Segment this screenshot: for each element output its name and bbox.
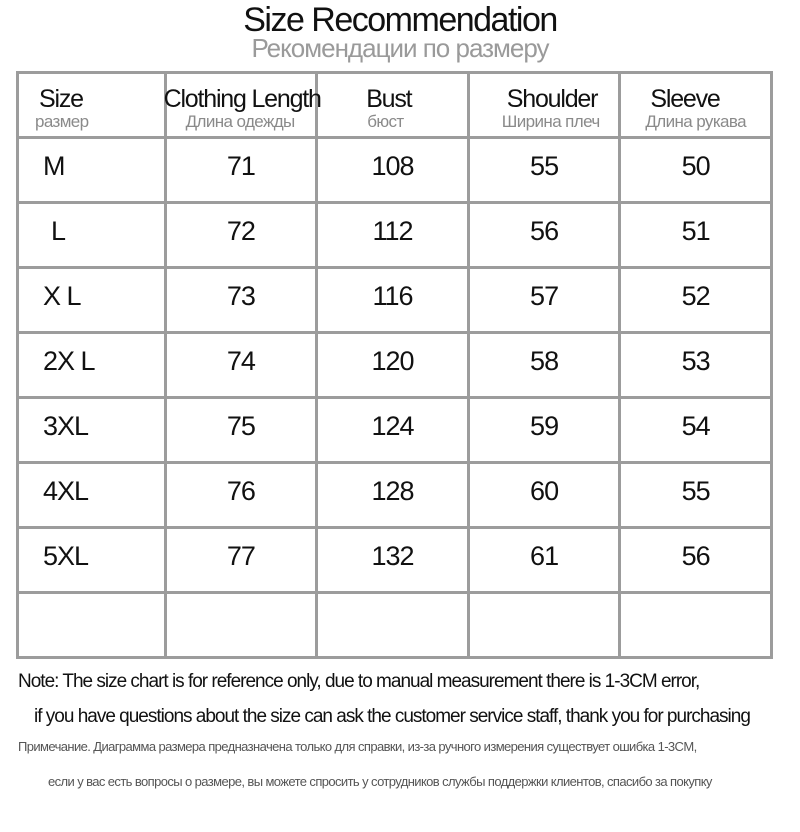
- size-cell: 4XL: [43, 476, 89, 506]
- size-cell: 5XL: [43, 541, 89, 571]
- header-label: Size: [39, 85, 83, 113]
- header-sublabel: Длина одежды: [185, 112, 295, 131]
- note-line-1: Note: The size chart is for reference only, due to manual measurement there is 1-3CM error,: [18, 671, 700, 692]
- header-label: Sleeve: [650, 85, 720, 113]
- sleeve-cell: 50: [681, 151, 710, 181]
- length-cell: 74: [226, 346, 255, 376]
- size-cell: M: [43, 151, 65, 181]
- shoulder-cell: 56: [530, 216, 559, 246]
- size-table: [16, 71, 773, 659]
- header-cell-size: [16, 71, 167, 139]
- size-cell: L: [51, 216, 66, 246]
- bust-cell: 124: [371, 411, 414, 441]
- table-row: [16, 334, 773, 399]
- header-cell-sleeve: [621, 71, 773, 139]
- table-row: [16, 529, 773, 594]
- sleeve-cell: 54: [681, 411, 710, 441]
- shoulder-cell: 60: [530, 476, 559, 506]
- length-cell: 72: [226, 216, 255, 246]
- header-sublabel: Ширина плеч: [501, 112, 600, 131]
- size-cell: 3XL: [43, 411, 89, 441]
- shoulder-cell: [470, 594, 619, 606]
- header-label: Clothing Length: [163, 85, 321, 113]
- length-cell: 73: [226, 281, 255, 311]
- sleeve-cell: 55: [681, 476, 710, 506]
- note-ru-line-1: Примечание. Диаграмма размера предназначена только для справки, из-за ручного измерения существует ошибка 1-3CM,: [18, 739, 697, 754]
- sleeve-cell: [621, 594, 770, 606]
- header-label: Bust: [366, 85, 412, 113]
- bust-cell: 132: [371, 541, 414, 571]
- bust-cell: 128: [371, 476, 414, 506]
- header-sublabel: бюст: [367, 112, 404, 131]
- note-line-2: if you have questions about the size can ask the customer service staff, thank you for purchasing: [34, 706, 750, 727]
- page-subtitle: Рекомендации по размеру: [251, 33, 549, 63]
- header-cell-shoulder: [470, 71, 622, 139]
- shoulder-cell: 59: [530, 411, 559, 441]
- table-header-row: [16, 71, 773, 139]
- table-row: [16, 399, 773, 464]
- bust-cell: 112: [372, 216, 413, 246]
- bust-cell: 116: [372, 281, 413, 311]
- header-sublabel: Длина рукава: [645, 112, 746, 131]
- table-row: [16, 139, 773, 204]
- header-cell-bust: [318, 71, 470, 139]
- table-row: [16, 269, 773, 334]
- length-cell: 71: [226, 151, 255, 181]
- sleeve-cell: 52: [681, 281, 710, 311]
- size-cell: [19, 594, 164, 606]
- page-title: Size Recommendation: [243, 1, 557, 39]
- header-label: Shoulder: [506, 85, 598, 113]
- header-cell-clothing-length: [163, 71, 321, 139]
- header-sublabel: размер: [35, 112, 89, 131]
- shoulder-cell: 61: [530, 541, 559, 571]
- shoulder-cell: 55: [530, 151, 559, 181]
- length-cell: 75: [226, 411, 255, 441]
- size-cell: 2X L: [43, 346, 95, 376]
- length-cell: 77: [226, 541, 255, 571]
- sleeve-cell: 56: [681, 541, 710, 571]
- bust-cell: 120: [371, 346, 414, 376]
- bust-cell: 108: [371, 151, 414, 181]
- note-ru-line-2: если у вас есть вопросы о размере, вы можете спросить у сотрудников службы поддержки клиентов, спасибо за покупку: [48, 774, 712, 789]
- table-row-empty: [16, 594, 773, 659]
- sleeve-cell: 51: [681, 216, 710, 246]
- shoulder-cell: 58: [530, 346, 559, 376]
- length-cell: [167, 594, 316, 606]
- length-cell: 76: [226, 476, 255, 506]
- sleeve-cell: 53: [681, 346, 710, 376]
- size-cell: X L: [43, 281, 81, 311]
- shoulder-cell: 57: [530, 281, 559, 311]
- bust-cell: [318, 594, 467, 606]
- table-row: [16, 204, 773, 269]
- table-row: [16, 464, 773, 529]
